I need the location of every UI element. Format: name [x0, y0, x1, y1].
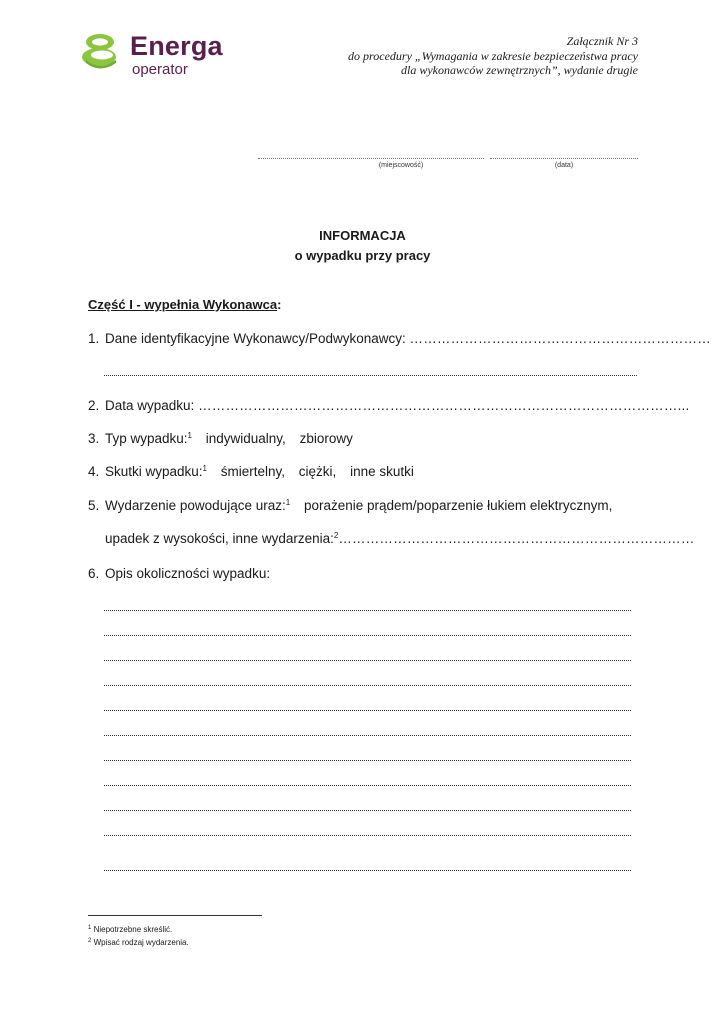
footnote-ref: 2	[333, 531, 339, 540]
circumstances-line[interactable]	[104, 760, 631, 761]
procedure-reference-line1: do procedury „Wymagania w zakresie bezpieczeństwa pracy	[348, 49, 638, 63]
circumstances-line[interactable]	[104, 835, 631, 836]
section-heading	[88, 297, 281, 312]
footnote-ref: 1	[202, 464, 207, 473]
circumstances-line[interactable]	[104, 710, 631, 711]
footnote-ref: 1	[285, 498, 291, 507]
item-label: Skutki wypadku:	[105, 464, 203, 479]
circumstances-line[interactable]	[104, 635, 631, 636]
circumstances-line[interactable]	[104, 810, 631, 811]
item-accident-date	[88, 398, 689, 413]
item-injury-event-continued	[105, 531, 695, 546]
logo-brand-text: Energa	[130, 31, 223, 61]
energa-logo-icon	[80, 30, 124, 74]
logo-subtitle-text: operator	[132, 61, 188, 78]
option-collective[interactable]: zbiorowy	[299, 431, 353, 446]
contractor-data-field[interactable]: …………………………………………………………	[409, 331, 711, 346]
item-number: 2.	[88, 398, 100, 413]
option-individual[interactable]: indywidualny,	[205, 431, 286, 446]
item-label: Dane identyfikacyjne Wykonawcy/Podwykonawcy:	[105, 331, 406, 346]
item-number: 4.	[88, 464, 100, 479]
document-subtitle: o wypadku przy pracy	[294, 248, 431, 263]
footnote-ref: 1	[187, 431, 192, 440]
document-title: INFORMACJA	[319, 228, 406, 243]
place-label: (miejscowość)	[378, 162, 424, 169]
footnote-2	[88, 938, 189, 947]
option-other-effects[interactable]: inne skutki	[350, 464, 414, 479]
option-fall-other[interactable]: upadek z wysokości, inne wydarzenia:	[105, 531, 334, 546]
date-label: (data)	[554, 162, 574, 169]
item-label: Wydarzenie powodujące uraz:	[105, 498, 286, 513]
energa-operator-logo	[80, 28, 240, 84]
option-electric-shock[interactable]: porażenie prądem/poparzenie łukiem elektrycznym,	[303, 498, 613, 513]
item-number: 5.	[88, 498, 100, 513]
item-number: 6.	[88, 566, 100, 581]
footnote-text: Wpisać rodzaj wydarzenia.	[93, 938, 189, 947]
other-events-field[interactable]: ……………………………………………………………………	[338, 531, 695, 546]
option-serious[interactable]: ciężki,	[298, 464, 337, 479]
place-field-line[interactable]	[258, 158, 484, 159]
footnote-1	[88, 925, 172, 934]
circumstances-line[interactable]	[104, 735, 631, 736]
option-fatal[interactable]: śmiertelny,	[220, 464, 286, 479]
contractor-data-field-line2[interactable]	[104, 375, 637, 376]
item-circumstances	[88, 566, 270, 581]
circumstances-line[interactable]	[104, 785, 631, 786]
footnote-text: Niepotrzebne skreślić.	[93, 925, 173, 934]
item-label: Typ wypadku:	[105, 431, 188, 446]
procedure-reference-line2: dla wykonawców zewnętrznych”, wydanie drugie	[401, 63, 638, 77]
section-heading-colon: :	[277, 297, 282, 312]
accident-date-field[interactable]: ……………………………………………………………………………………………...	[198, 398, 690, 413]
circumstances-line[interactable]	[104, 870, 631, 871]
item-injury-event	[88, 498, 612, 513]
circumstances-line[interactable]	[104, 610, 631, 611]
section-heading-text: Część I - wypełnia Wykonawca	[88, 297, 278, 312]
item-contractor-data	[88, 331, 711, 346]
footnote-number: 1	[88, 925, 92, 931]
footnote-number: 2	[88, 938, 92, 944]
item-number: 1.	[88, 331, 100, 346]
circumstances-line[interactable]	[104, 660, 631, 661]
item-label: Opis okoliczności wypadku:	[105, 566, 271, 581]
circumstances-line[interactable]	[104, 685, 631, 686]
item-accident-type	[88, 431, 353, 446]
footnote-separator	[88, 915, 262, 916]
item-label: Data wypadku:	[105, 398, 195, 413]
attachment-number: Załącznik Nr 3	[566, 34, 638, 48]
item-number: 3.	[88, 431, 100, 446]
date-field-line[interactable]	[490, 158, 638, 159]
item-accident-effects	[88, 464, 414, 479]
